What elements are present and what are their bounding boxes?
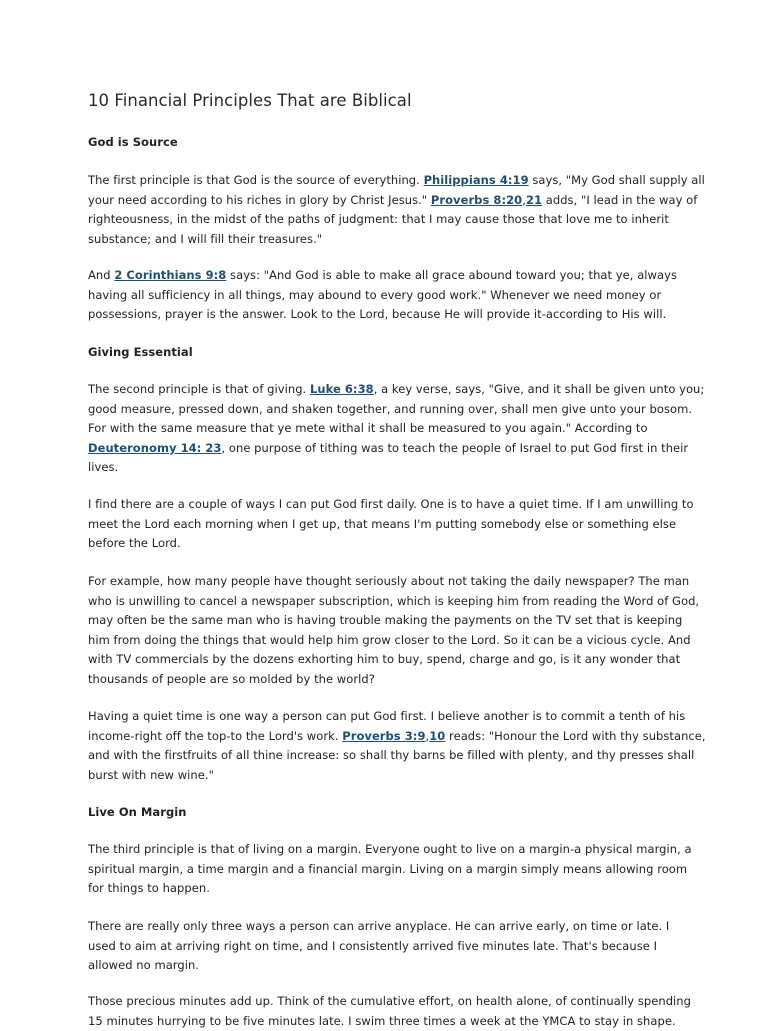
text: income-right off the top-to the Lord's work.	[88, 728, 343, 743]
text-line: righteousness, in the midst of the paths of judgment: that I may cause those that love me to inherit	[88, 212, 669, 227]
text-line: burst with new wine."	[88, 767, 214, 782]
paragraph-margin-2	[88, 917, 688, 976]
paragraph-giving-1	[88, 380, 705, 478]
text-line: for things to happen.	[88, 881, 210, 896]
text-line: lives.	[88, 460, 119, 475]
text-line: who is unwilling to cancel a newspaper subscription, which is keeping him from reading the Word of God,	[88, 593, 700, 608]
scripture-link-proverbs-3-10[interactable]: 10	[429, 728, 446, 743]
text: And	[88, 268, 115, 282]
text: ,	[425, 728, 430, 743]
scripture-link-proverbs-3-9[interactable]: Proverbs 3:9	[342, 728, 426, 743]
text: says, "My God shall supply all	[528, 173, 705, 187]
scripture-link-proverbs-8-21[interactable]: 21	[525, 192, 543, 207]
text-line	[88, 171, 705, 191]
scripture-link-proverbs-8-20[interactable]: Proverbs 8:20	[430, 192, 523, 207]
text: says: "And God is able to make all grace abound toward you; that ye, always	[226, 268, 677, 282]
text: reads: "Honour the Lord with thy substance,	[445, 728, 706, 743]
scripture-link-philippians-4-19[interactable]: Philippians 4:19	[423, 173, 529, 187]
paragraph-giving-3	[88, 572, 700, 690]
page-title: 10 Financial Principles That are Biblical	[88, 91, 412, 110]
text-line	[88, 191, 698, 211]
paragraph-margin-1	[88, 840, 692, 899]
section-heading-giving-essential: Giving Essential	[88, 345, 193, 359]
text-line: I find there are a couple of ways I can put God first daily. One is to have a quiet time. If I am unwilling to	[88, 497, 694, 511]
text-line: having all sufficiency in all things, may abound to every good work." Whenever we need money or	[88, 287, 662, 302]
paragraph-god-source-1	[88, 171, 705, 249]
paragraph-giving-2	[88, 495, 694, 554]
section-heading-god-is-source: God is Source	[88, 135, 178, 149]
text-line	[88, 266, 688, 286]
scripture-link-2-corinthians-9-8[interactable]: 2 Corinthians 9:8	[114, 268, 227, 282]
text: your need according to his riches in glory by Christ Jesus."	[88, 192, 431, 207]
text-line: thousands of people are so molded by the world?	[88, 671, 375, 686]
text-line: spiritual margin, a time margin and a financial margin. Living on a margin simply means allowing room	[88, 861, 688, 876]
text-line: before the Lord.	[88, 536, 181, 551]
text-line: possessions, prayer is the answer. Look to the Lord, because He will provide it-according to His will.	[88, 307, 667, 322]
text-line: There are really only three ways a person can arrive anyplace. He can arrive early, on time or late. I	[88, 919, 670, 933]
text-line: The third principle is that of living on a margin. Everyone ought to live on a margin-a physical margin, a	[88, 842, 692, 856]
text: ,	[522, 192, 526, 207]
text-line: For example, how many people have thought seriously about not taking the daily newspaper? The man	[88, 574, 690, 588]
text-line: 15 minutes hurrying to be five minutes late. I swim three times a week at the YMCA to stay in shape.	[88, 1013, 676, 1028]
paragraph-god-source-2	[88, 266, 688, 325]
section-heading-live-on-margin: Live On Margin	[88, 805, 187, 819]
text-line	[88, 380, 705, 400]
text: , one purpose of tithing was to teach the people of Israel to put God first in their	[221, 440, 689, 455]
text-line: with TV commercials by the dozens exhorting him to buy, spend, charge and go, is it any wonder that	[88, 652, 681, 667]
text: adds, "I lead in the way of	[542, 192, 698, 207]
text-line: For with the same measure that ye mete withal it shall be measured to you again." According to	[88, 421, 648, 436]
text-line: meet the Lord each morning when I get up, that means I'm putting somebody else or something else	[88, 516, 677, 531]
text-line	[88, 727, 706, 747]
text-line: Those precious minutes add up. Think of the cumulative effort, on health alone, of continually spending	[88, 994, 691, 1008]
text: , a key verse, says, "Give, and it shall be given unto you;	[373, 382, 705, 396]
scripture-link-deuteronomy-14-23[interactable]: Deuteronomy 14: 23	[88, 440, 222, 455]
text-line: him from doing the things that would help him grow closer to the Lord. So it can be a vicious cycle. And	[88, 632, 691, 647]
text-line: used to aim at arriving right on time, and I consistently arrived five minutes late. That's because I	[88, 938, 658, 953]
paragraph-giving-4	[88, 707, 706, 785]
text: The second principle is that of giving.	[88, 382, 310, 396]
text-line: may often be the same man who is having trouble making the payments on the TV set that is keeping	[88, 613, 683, 628]
text-line: Having a quiet time is one way a person can put God first. I believe another is to commit a tenth of his	[88, 709, 686, 723]
text-line: good measure, pressed down, and shaken together, and running over, shall men give unto your bosom.	[88, 401, 693, 416]
scripture-link-luke-6-38[interactable]: Luke 6:38	[309, 382, 374, 396]
text-line: and with the firstfruits of all thine increase: so shall thy barns be filled with plenty, and thy presses shall	[88, 748, 695, 763]
paragraph-margin-3	[88, 992, 691, 1031]
text-line: substance; and I will fill their treasures."	[88, 231, 323, 246]
text: The first principle is that God is the source of everything.	[88, 173, 424, 187]
text-line: allowed no margin.	[88, 958, 200, 973]
text-line	[88, 439, 688, 459]
